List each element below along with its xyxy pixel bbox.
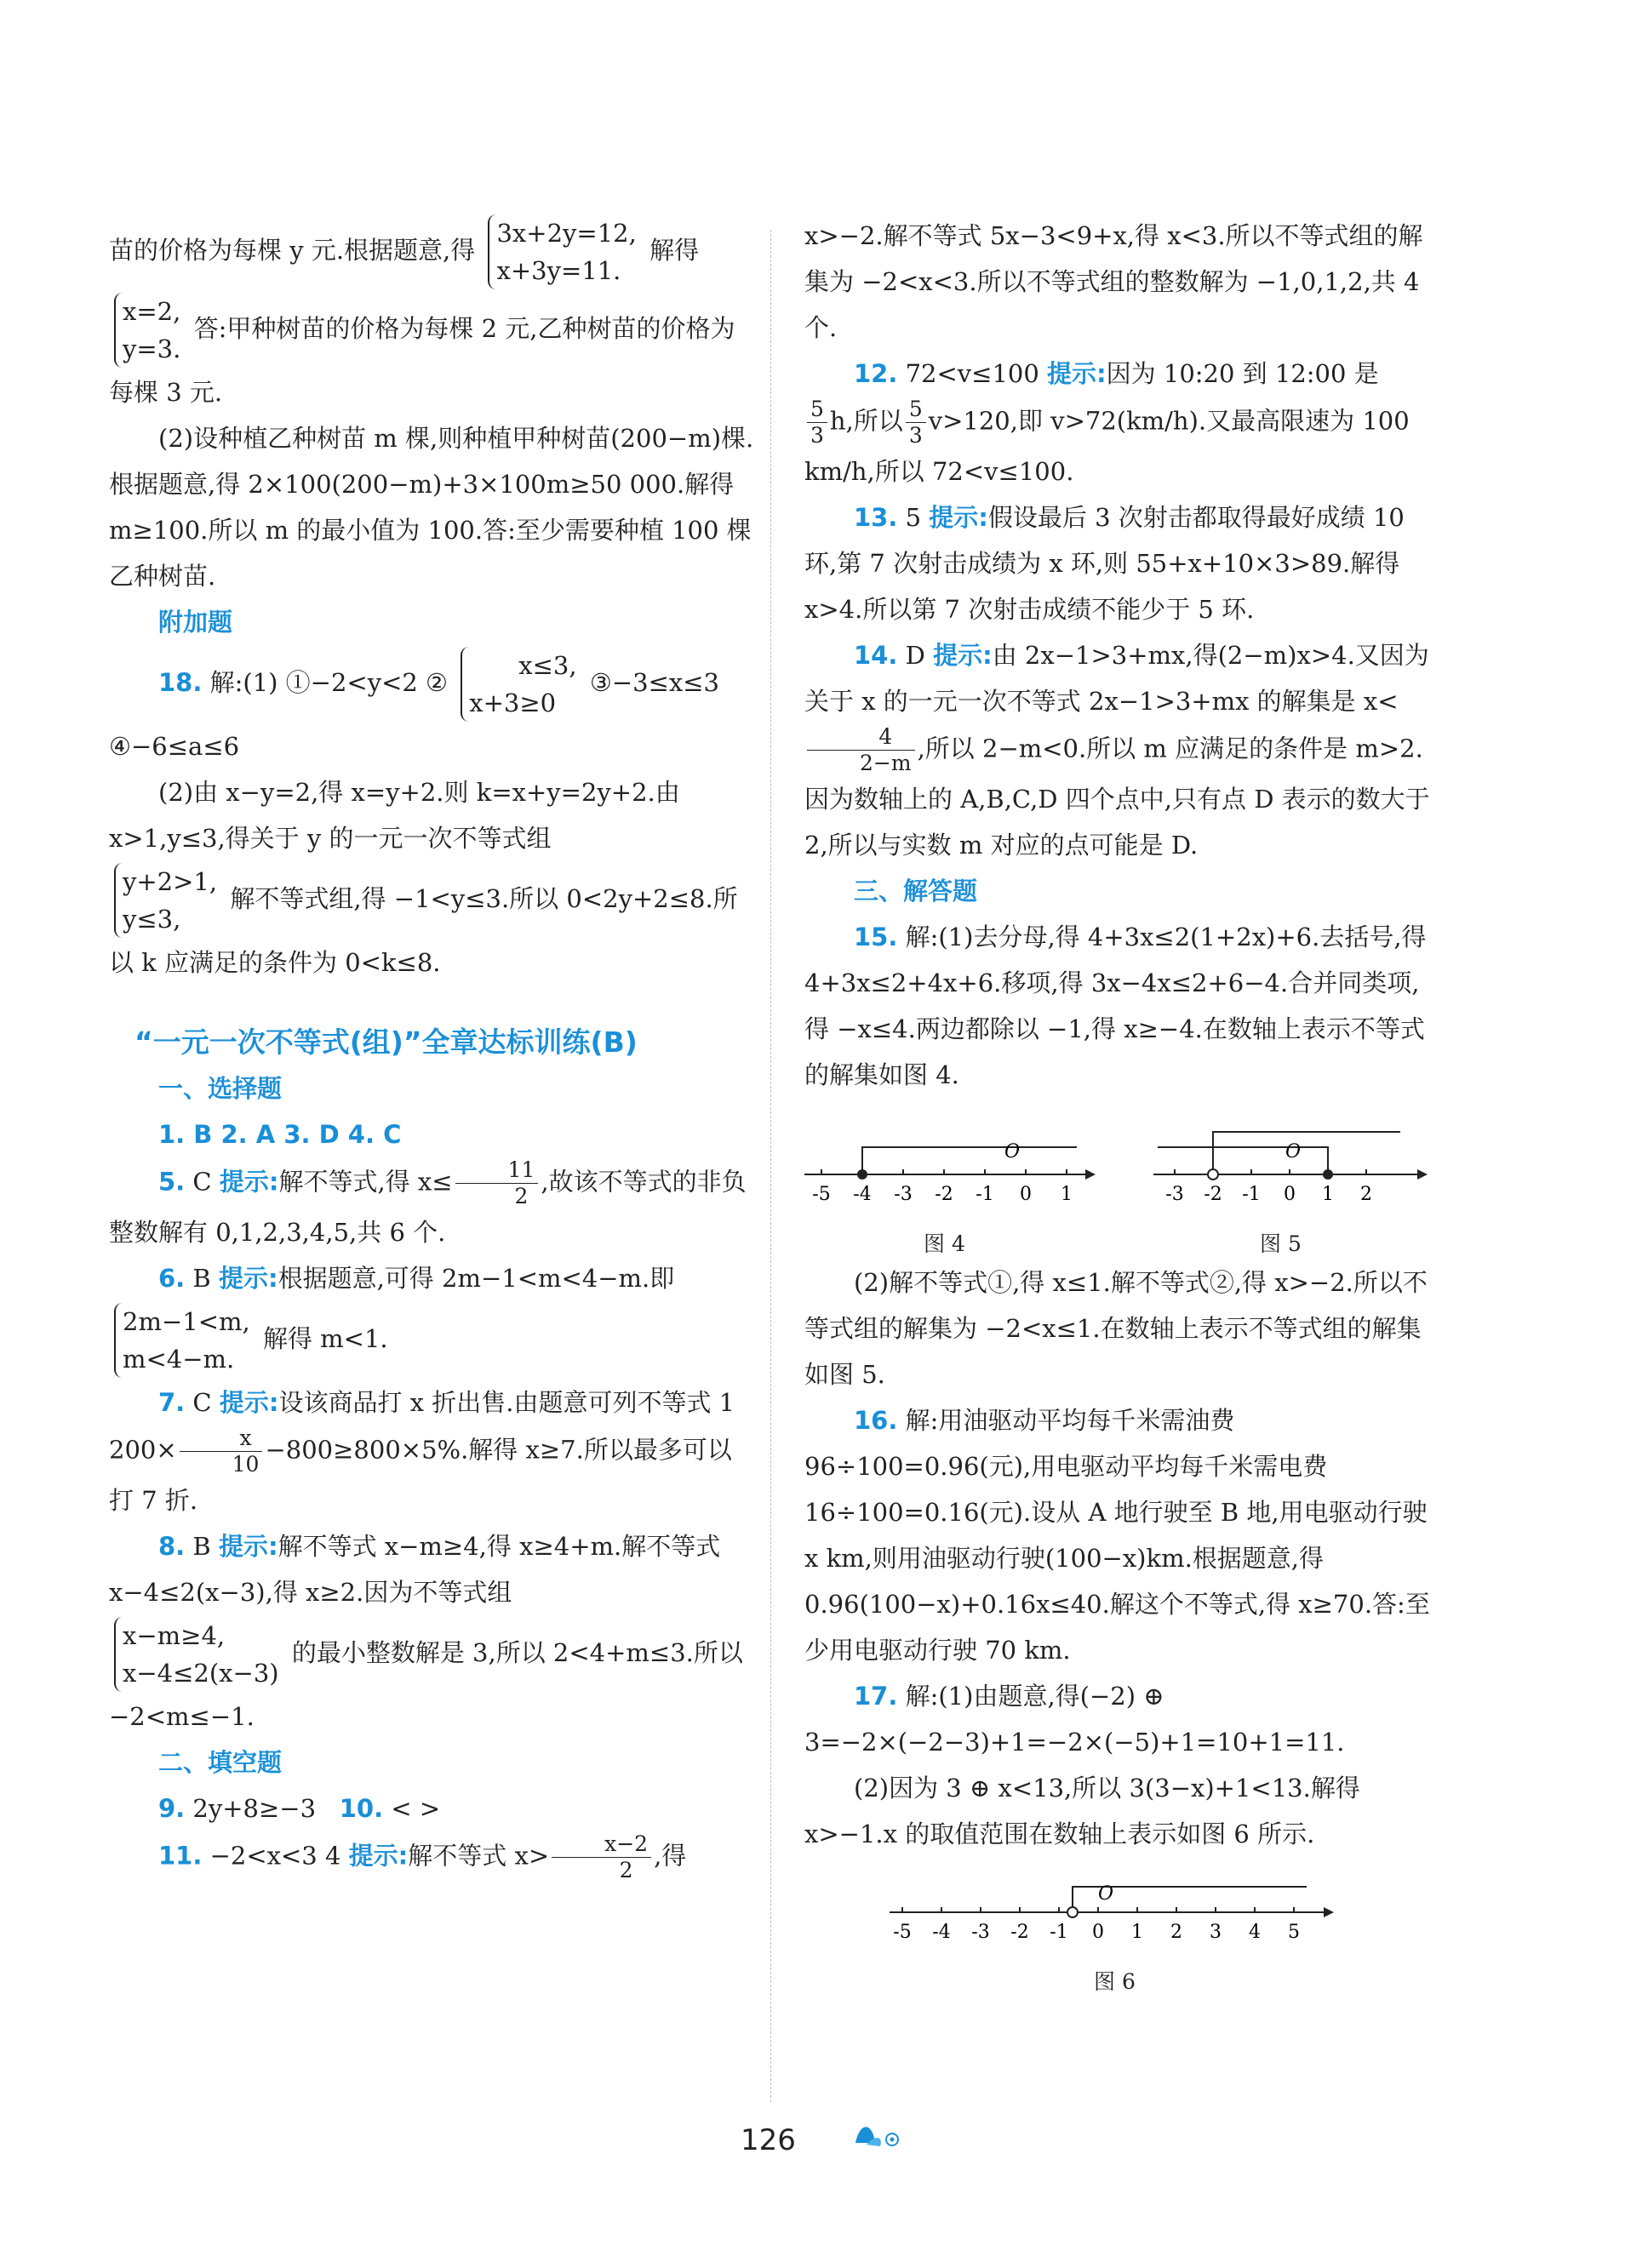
equation: x+3≥0 xyxy=(469,688,557,717)
tick-label: -5 xyxy=(812,1184,831,1205)
equation: x=2, xyxy=(123,297,181,326)
text: ,故该不等式的非负整数解有 0,1,2,3,4,5,共 6 个. xyxy=(109,1167,747,1247)
fig5-bracket-left xyxy=(1158,1147,1328,1174)
text: 解不等式组,得 −1<y≤3.所以 0<2y+2≤8.所以 k 应满足的条件为 0<k≤8. xyxy=(109,884,738,977)
question-number: 9. xyxy=(158,1794,186,1823)
paragraph xyxy=(109,291,756,415)
paragraph: (2)由 x−y=2,得 x=y+2.则 k=x+y=2y+2.由 x>1,y≤3,得关于 y 的一元一次不等式组 xyxy=(109,778,680,853)
tick-label: 0 xyxy=(1092,1922,1104,1943)
fig5-bracket-right xyxy=(1213,1132,1400,1174)
section-heading: 附加题 xyxy=(158,608,233,637)
fig6-arrow xyxy=(1324,1907,1334,1917)
tick-label: -1 xyxy=(976,1184,994,1205)
equation: x−m≥4, xyxy=(123,1621,226,1650)
equation-system xyxy=(114,293,180,368)
chapter-title: “一元一次不等式(组)”全章达标训练(B) xyxy=(134,1025,638,1059)
text: 根据题意,可得 2m−1<m<4−m.即 xyxy=(278,1264,675,1293)
fraction xyxy=(455,1157,539,1209)
equation: m<4−m. xyxy=(123,1345,235,1374)
question-number: 11. xyxy=(158,1841,203,1871)
question-number: 18. xyxy=(158,668,203,697)
number-line-figure-6 xyxy=(804,1865,1439,1951)
hint-label: 提示: xyxy=(933,641,993,670)
text: 解得 xyxy=(649,236,700,265)
question-11 xyxy=(109,1831,756,1883)
question-14 xyxy=(804,632,1439,868)
text: 设该商品打 x 折出售.由题意可列不等式 1 200× xyxy=(109,1388,735,1465)
tick-label: 5 xyxy=(1288,1922,1300,1943)
question-number: 17. xyxy=(854,1682,898,1711)
answer: B xyxy=(192,1532,211,1561)
page-number: 126 xyxy=(741,2123,796,2157)
section-heading: 三、解答题 xyxy=(854,877,978,905)
question-number: 10. xyxy=(339,1794,384,1823)
tick-label: 2 xyxy=(1170,1922,1182,1943)
equation: x+3y=11. xyxy=(496,256,621,285)
fig6-open-point xyxy=(1067,1907,1078,1917)
hint-label: 提示: xyxy=(219,1388,279,1417)
number-line-figures xyxy=(804,1115,1439,1217)
tick-label: -2 xyxy=(1010,1922,1029,1943)
section-heading: 一、选择题 xyxy=(158,1074,283,1103)
equation: x−4≤2(x−3) xyxy=(123,1659,279,1688)
equation: y=3. xyxy=(123,334,181,363)
text: ,得 xyxy=(654,1841,687,1871)
text: 解:(1)由题意,得(−2) ⊕ 3=−2×(−2−3)+1=−2×(−5)+1=10+1=11. xyxy=(804,1682,1345,1757)
fig5-arrow xyxy=(1417,1169,1428,1180)
question-number: 13. xyxy=(854,503,898,532)
equation: 3x+2y=12, xyxy=(496,219,637,248)
fig5-open-point xyxy=(1208,1169,1218,1180)
paragraph: x>−2.解不等式 5x−3<9+x,得 x<3.所以不等式组的解集为 −2<x<3.所以不等式组的整数解为 −1,0,1,2,共 4 个. xyxy=(804,221,1423,342)
fraction xyxy=(180,1425,263,1477)
tick-label: 1 xyxy=(1322,1184,1334,1205)
tick-label: -4 xyxy=(932,1922,951,1943)
text: 苗的价格为每棵 y 元.根据题意,得 xyxy=(109,236,476,265)
fig6-origin-label: O xyxy=(1098,1883,1114,1905)
figure-4-caption: 图 4 xyxy=(924,1231,965,1256)
fig4-origin-label: O xyxy=(1004,1141,1021,1163)
equation-system xyxy=(114,1617,279,1692)
equation: y+2>1, xyxy=(123,867,218,896)
text: 因为 10:20 到 12:00 是 xyxy=(1106,359,1379,388)
text: 由 2x−1>3+mx,得(2−m)x>4.又因为关于 x 的一元一次不等式 2x−1>3+mx 的解集是 x< xyxy=(804,641,1429,716)
fraction xyxy=(807,397,827,448)
equation-system xyxy=(114,863,217,938)
leaf-logo-icon xyxy=(851,2117,902,2151)
answer-list: 1. B 2. A 3. D 4. C xyxy=(158,1120,402,1149)
question-number: 12. xyxy=(854,359,898,388)
question-9-10 xyxy=(109,1785,756,1831)
numerator: 4 xyxy=(807,724,915,751)
hint-label: 提示: xyxy=(219,1167,279,1197)
fig4-solution-bracket xyxy=(862,1147,1077,1174)
answer: −2<x<3 4 xyxy=(209,1841,341,1871)
paragraph xyxy=(109,861,756,985)
tick-label: 0 xyxy=(1284,1184,1296,1205)
denominator: 2 xyxy=(619,1858,633,1882)
paragraph xyxy=(109,1301,756,1380)
numerator: 5 xyxy=(906,397,926,423)
hint-label: 提示: xyxy=(348,1841,409,1871)
fig4-closed-point xyxy=(857,1169,867,1180)
question-number: 6. xyxy=(158,1264,186,1293)
paragraph xyxy=(109,1615,756,1740)
text: 答:甲种树苗的价格为每棵 2 元,乙种树苗的价格为每棵 3 元. xyxy=(109,314,735,407)
tick-label: -2 xyxy=(1204,1184,1222,1205)
question-18 xyxy=(109,645,756,769)
answer: < > xyxy=(391,1794,441,1823)
numerator: 5 xyxy=(807,397,827,423)
equation-system xyxy=(488,214,636,289)
tick-label: -5 xyxy=(893,1922,912,1943)
text: ,所以 2−m<0.所以 m 应满足的条件是 m>2.因为数轴上的 A,B,C,D 四个点中,只有点 D 表示的数大于 2,所以与实数 m 对应的点可能是 D. xyxy=(804,734,1430,860)
text: 解:(1)去分母,得 4+3x≤2(1+2x)+6.去括号,得 4+3x≤2+4x+6.移项,得 3x−4x≤2+6−4.合并同类项,得 −x≤4.两边都除以 −1,得 x≥−4.在数轴上表示不等式的解集如图 4. xyxy=(804,923,1427,1089)
figures-4-5 xyxy=(804,1115,1439,1260)
tick-label: 1 xyxy=(1061,1184,1073,1205)
text: −800≥800×5%.解得 x≥7.所以最多可以打 7 折. xyxy=(109,1435,732,1515)
equation: y≤3, xyxy=(123,905,181,934)
equation: 2m−1<m, xyxy=(123,1307,250,1336)
equation-system xyxy=(461,647,576,722)
figure-6-caption: 图 6 xyxy=(1094,1969,1136,1994)
tick-label: 3 xyxy=(1210,1922,1222,1943)
paragraph xyxy=(109,213,756,291)
tick-label: 0 xyxy=(1020,1184,1032,1205)
question-7 xyxy=(109,1380,756,1523)
question-number: 8. xyxy=(158,1532,186,1561)
fig5-origin-label: O xyxy=(1285,1141,1302,1163)
question-13 xyxy=(804,494,1439,632)
text: 解:用油驱动平均每千米需油费 96÷100=0.96(元),用电驱动平均每千米需电费 16÷100=0.16(元).设从 A 地行驶至 B 地,用电驱动行驶 x km,则用油驱动行驶(100−x)km.根据题意,得 0.96(100−x)+0.16x≤40.解这个不等式,得 x≥70.答:至少用电驱动行驶 70 km. xyxy=(804,1406,1430,1665)
right-column xyxy=(804,213,1439,1993)
section-heading: 二、填空题 xyxy=(158,1748,283,1777)
tick-label: 4 xyxy=(1249,1922,1261,1943)
answer: C xyxy=(192,1167,212,1197)
tick-label: 1 xyxy=(1131,1922,1143,1943)
question-6 xyxy=(109,1255,756,1301)
question-15 xyxy=(804,914,1439,1098)
hint-label: 提示: xyxy=(218,1532,278,1561)
paragraph: (2)解不等式①,得 x≤1.解不等式②,得 x>−2.所以不等式组的解集为 −2<x≤1.在数轴上表示不等式组的解集如图 5. xyxy=(804,1268,1428,1389)
tick-label: -3 xyxy=(1165,1184,1184,1205)
numerator: x−2 xyxy=(552,1831,651,1858)
answer: 5 xyxy=(905,503,922,532)
question-16 xyxy=(804,1397,1439,1673)
question-12 xyxy=(804,351,1439,397)
text: ③−3≤x≤3 ④−6≤a≤6 xyxy=(109,668,719,761)
text: 的最小整数解是 3,所以 2<4+m≤3.所以 −2<m≤−1. xyxy=(109,1638,743,1731)
text: v>120,即 v>72(km/h).又最高限速为 100 km/h,所以 72<v≤100. xyxy=(804,406,1410,486)
equation: x≤3, xyxy=(518,651,577,680)
answer: B xyxy=(192,1264,211,1293)
numerator: x xyxy=(180,1425,263,1452)
text: 解不等式 x> xyxy=(408,1841,550,1871)
tick-label: -3 xyxy=(894,1184,913,1205)
question-number: 5. xyxy=(158,1167,186,1197)
fraction xyxy=(807,724,915,776)
tick-label: 2 xyxy=(1360,1184,1372,1205)
text: 解得 m<1. xyxy=(262,1324,388,1353)
question-number: 15. xyxy=(854,923,898,951)
answer: 2y+8≥−3 xyxy=(192,1794,317,1823)
tick-label: -2 xyxy=(935,1184,953,1205)
fraction xyxy=(552,1831,651,1883)
paragraph: (2)设种植乙种树苗 m 棵,则种植甲种树苗(200−m)棵.根据题意,得 2×100(200−m)+3×100m≥50 000.解得 m≥100.所以 m 的最小值为 100.答:至少需要种植 100 棵乙种树苗. xyxy=(109,424,754,591)
text: 解不等式,得 x≤ xyxy=(278,1167,453,1197)
question-number: 16. xyxy=(854,1406,898,1435)
answers-1-4 xyxy=(109,1111,756,1157)
question-number: 7. xyxy=(158,1388,186,1417)
question-5 xyxy=(109,1157,756,1255)
equation-system xyxy=(114,1303,250,1378)
answer: 72<v≤100 xyxy=(905,359,1039,388)
denominator: 2 xyxy=(514,1184,529,1208)
paragraph: (2)因为 3 ⊕ x<13,所以 3(3−x)+1<13.解得 x>−1.x 的取值范围在数轴上表示如图 6 所示. xyxy=(804,1774,1360,1848)
column-divider xyxy=(770,230,771,2102)
paragraph xyxy=(804,397,1439,494)
tick-label: -4 xyxy=(853,1184,872,1205)
tick-label: -3 xyxy=(971,1922,990,1943)
tick-label: -1 xyxy=(1050,1922,1068,1943)
hint-label: 提示: xyxy=(929,503,988,532)
figure-5-caption: 图 5 xyxy=(1260,1231,1302,1256)
text: 解不等式 x−m≥4,得 x≥4+m.解不等式 x−4≤2(x−3),得 x≥2.因为不等式组 xyxy=(109,1532,721,1607)
answer: C xyxy=(192,1388,212,1417)
fig5-closed-point xyxy=(1323,1169,1333,1180)
hint-label: 提示: xyxy=(218,1264,278,1293)
question-8 xyxy=(109,1523,756,1615)
denominator: 2−m xyxy=(860,751,912,775)
tick-label: -1 xyxy=(1242,1184,1261,1205)
denominator: 3 xyxy=(810,423,824,448)
text: 解:(1) ①−2<y<2 ② xyxy=(209,668,449,697)
text: 假设最后 3 次射击都取得最好成绩 10 环,第 7 次射击成绩为 x 环,则 55+x+10×3>89.解得 x>4.所以第 7 次射击成绩不能少于 5 环. xyxy=(804,503,1405,624)
left-column xyxy=(109,213,756,1883)
numerator: 11 xyxy=(455,1157,539,1184)
denominator: 10 xyxy=(232,1452,260,1477)
figure-6 xyxy=(804,1865,1439,1993)
denominator: 3 xyxy=(908,423,923,448)
fraction xyxy=(906,397,926,448)
answer: D xyxy=(905,641,925,670)
text: h,所以 xyxy=(829,406,903,436)
question-number: 14. xyxy=(854,641,898,670)
question-17 xyxy=(804,1673,1439,1765)
fig4-arrow xyxy=(1085,1169,1096,1180)
hint-label: 提示: xyxy=(1047,359,1107,388)
